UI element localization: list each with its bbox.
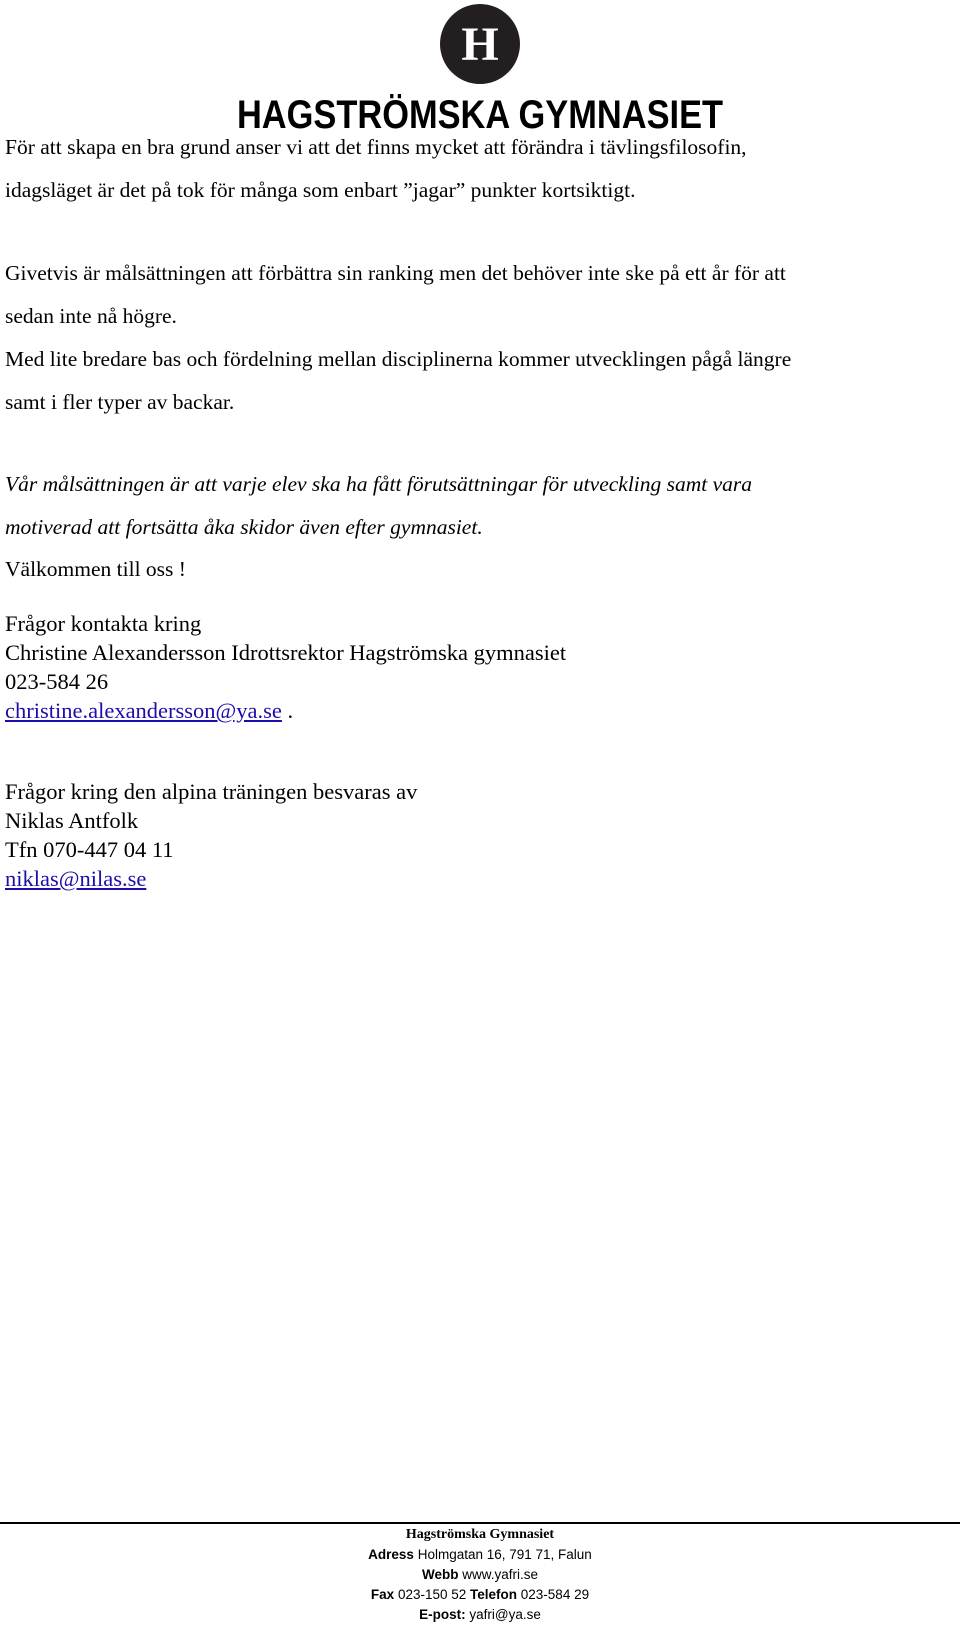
contact-email-link[interactable]: christine.alexandersson@ya.se bbox=[5, 698, 282, 723]
contact-block-alpine bbox=[5, 777, 950, 893]
contact-block-principal bbox=[5, 609, 950, 725]
footer-email bbox=[0, 1605, 960, 1625]
footer-value: Holmgatan 16, 791 71, Falun bbox=[417, 1547, 592, 1562]
footer-value: 023-584 29 bbox=[520, 1587, 590, 1602]
paragraph-line: Givetvis är målsättningen att förbättra sin ranking men det behöver inte ske på ett år för att bbox=[5, 261, 786, 285]
footer-label: Webb bbox=[421, 1567, 459, 1582]
svg-text:H: H bbox=[461, 18, 499, 71]
footer-label: E-post: bbox=[419, 1607, 466, 1622]
contact-person: Niklas Antfolk bbox=[5, 808, 139, 833]
paragraph-line: Vår målsättningen är att varje elev ska ha fått förutsättningar för utveckling samt vara bbox=[5, 472, 753, 496]
logo-wordmark: HAGSTRÖMSKA GYMNASIET bbox=[236, 93, 724, 137]
contact-email-link[interactable]: niklas@nilas.se bbox=[5, 866, 147, 891]
contact-phone: Tfn 070-447 04 11 bbox=[5, 837, 174, 862]
footer-label: Adress bbox=[368, 1547, 414, 1562]
footer-web bbox=[0, 1565, 960, 1585]
footer-label: Fax bbox=[370, 1587, 395, 1602]
paragraph-line: sedan inte nå högre. bbox=[5, 304, 177, 328]
paragraph-line: För att skapa en bra grund anser vi att det finns mycket att förändra i tävlingsfilosofin, bbox=[5, 135, 747, 159]
contact-phone: 023-584 26 bbox=[5, 669, 109, 694]
contact-heading: Frågor kring den alpina träningen besvaras av bbox=[5, 779, 418, 804]
paragraph-line: motiverad att fortsätta åka skidor även efter gymnasiet. bbox=[5, 515, 483, 539]
paragraph-competition-philosophy bbox=[5, 126, 950, 212]
footer-divider bbox=[0, 1522, 960, 1524]
contact-email-row bbox=[5, 696, 950, 725]
footer-school-name: Hagströmska Gymnasiet bbox=[405, 1527, 555, 1542]
welcome-line bbox=[5, 548, 950, 591]
paragraph-ranking-goal bbox=[5, 252, 950, 424]
footer-label: Telefon bbox=[470, 1587, 518, 1602]
monogram-logo-icon bbox=[438, 2, 522, 86]
school-logo bbox=[0, 0, 960, 140]
email-suffix: . bbox=[287, 698, 294, 723]
paragraph-line: Med lite bredare bas och fördelning mellan disciplinerna kommer utvecklingen pågå längre bbox=[5, 347, 792, 371]
paragraph-line: idagsläget är det på tok för många som enbart ”jagar” punkter kortsiktigt. bbox=[5, 178, 636, 202]
paragraph-line: samt i fler typer av backar. bbox=[5, 390, 235, 414]
footer-address bbox=[0, 1545, 960, 1565]
contact-email-row bbox=[5, 864, 950, 893]
contact-person: Christine Alexandersson Idrottsrektor Hagströmska gymnasiet bbox=[5, 640, 567, 665]
welcome-text: Välkommen till oss ! bbox=[5, 557, 186, 581]
contact-heading: Frågor kontakta kring bbox=[5, 611, 202, 636]
page-footer bbox=[0, 1525, 960, 1625]
footer-value: www.yafri.se bbox=[462, 1567, 539, 1582]
footer-fax-phone bbox=[0, 1585, 960, 1605]
footer-value: 023-150 52 bbox=[397, 1587, 467, 1602]
footer-value: yafri@ya.se bbox=[469, 1607, 541, 1622]
paragraph-goal-statement bbox=[5, 463, 950, 549]
